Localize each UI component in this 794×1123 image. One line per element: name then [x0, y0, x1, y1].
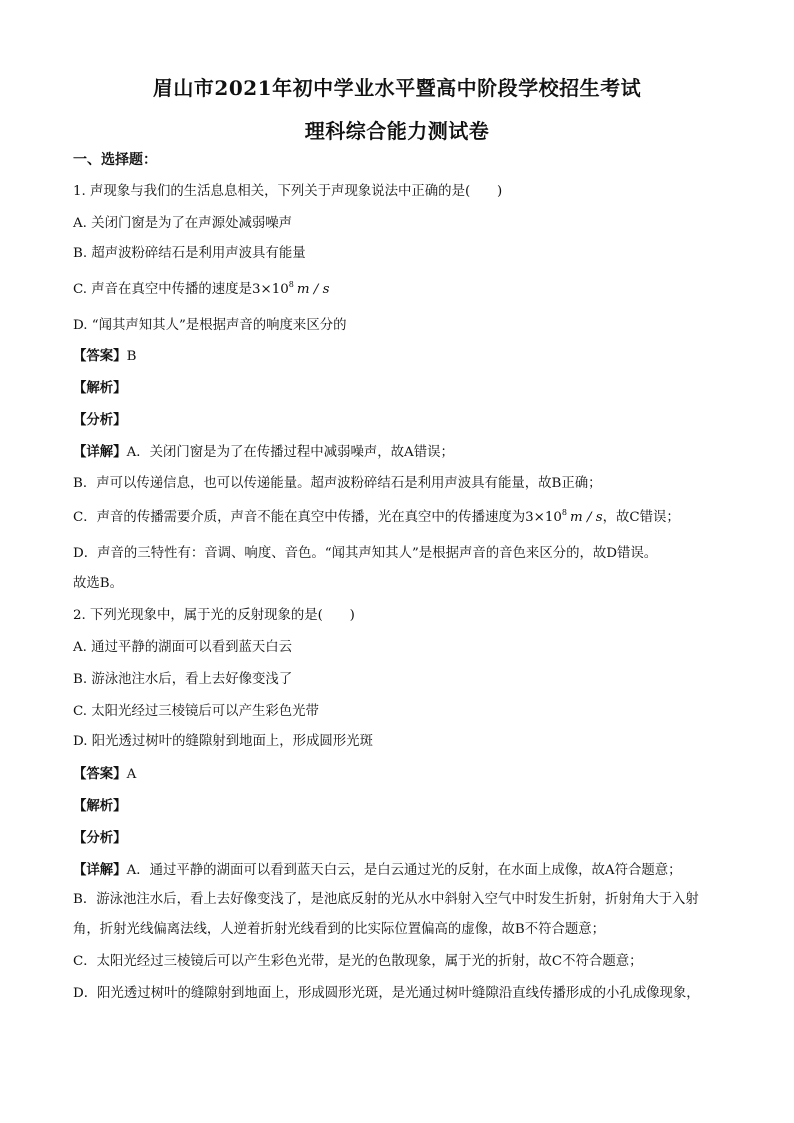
q2-detail-d: D．阳光透过树叶的缝隙射到地面上，形成圆形光斑，是光通过树叶缝隙沿直线传播形成的小孔成像现象， [73, 986, 700, 1001]
q1-option-c-text: C. 声音在真空中传播的速度是 [73, 282, 252, 297]
q1-detail-c-text: C．声音的传播需要介质，声音不能在真空中传播，光在真空中的传播速度为 [73, 510, 526, 525]
q2-analysis-tag: 【解析】 [73, 798, 127, 814]
q2-option-b: B. 游泳池注水后，看上去好像变浅了 [73, 672, 293, 687]
exam-title: 眉山市2021年初中学业水平暨高中阶段学校招生考试 [152, 76, 642, 100]
section-heading: 一、选择题： [73, 152, 157, 168]
q2-detail-b-line2: 角，折射光线偏离法线，人逆着折射光线看到的比实际位置偏高的虚像，故B不符合题意； [73, 922, 606, 937]
q1-stem: 1. 声现象与我们的生活息息相关，下列关于声现象说法中正确的是( ) [73, 184, 503, 199]
q1-detail-a-text: A．关闭门窗是为了在传播过程中减弱噪声，故A错误； [126, 445, 454, 460]
q1-detail-c-exponent: 8 [561, 508, 568, 517]
q2-detail-a-text: A．通过平静的湖面可以看到蓝天白云，是白云通过光的反射，在水面上成像，故A符合题意； [126, 863, 682, 878]
detail-tag: 【详解】 [73, 444, 127, 460]
q2-answer-value: A [126, 767, 137, 782]
q1-conclusion: 故选B。 [73, 576, 124, 591]
q2-detail-c: C．太阳光经过三棱镜后可以产生彩色光带，是光的色散现象，属于光的折射，故C不符合题意； [73, 954, 643, 969]
q2-option-d: D. 阳光透过树叶的缝隙射到地面上，形成圆形光斑 [73, 734, 373, 749]
exam-subtitle: 理科综合能力测试卷 [304, 119, 490, 143]
q1-option-c-unit: m / s [296, 282, 330, 297]
detail-tag: 【详解】 [73, 862, 127, 878]
q1-detail-c-unit: m / s [570, 510, 603, 525]
q1-detail-a [73, 442, 733, 463]
q2-detail-b-line1: B．游泳池注水后，看上去好像变浅了，是池底反射的光从水中斜射入空气中时发生折射，折射角大于入射 [73, 892, 699, 907]
q2-stem: 2. 下列光现象中，属于光的反射现象的是( ) [73, 608, 355, 623]
q1-option-d: D. “闻其声知其人”是根据声音的响度来区分的 [73, 318, 347, 333]
q1-answer-value: B [126, 349, 137, 364]
q1-detail-b: B．声可以传递信息，也可以传递能量。超声波粉碎结石是利用声波具有能量，故B正确； [73, 476, 602, 491]
q1-option-b: B. 超声波粉碎结石是利用声波具有能量 [73, 246, 306, 261]
answer-tag: 【答案】 [73, 348, 127, 364]
q1-detail-c [73, 508, 733, 528]
q1-option-c-value: 3×10 [251, 282, 289, 297]
q1-option-c-exponent: 8 [288, 280, 294, 289]
q1-analysis2-tag: 【分析】 [73, 412, 127, 428]
q2-option-a: A. 通过平静的湖面可以看到蓝天白云 [73, 640, 293, 655]
q1-option-c [73, 280, 733, 300]
q1-analysis-tag: 【解析】 [73, 380, 127, 396]
q1-option-a: A. 关闭门窗是为了在声源处减弱噪声 [73, 216, 293, 231]
q1-answer [73, 346, 733, 367]
q2-option-c: C. 太阳光经过三棱镜后可以产生彩色光带 [73, 704, 319, 719]
q1-detail-c-value: 3×10 [525, 510, 562, 525]
answer-tag: 【答案】 [73, 766, 127, 782]
q2-analysis2-tag: 【分析】 [73, 830, 127, 846]
q1-detail-d: D．声音的三特性有：音调、响度、音色。“闻其声知其人”是根据声音的音色来区分的，故D错误。 [73, 546, 658, 561]
q1-detail-c-end: ，故C错误； [602, 510, 680, 525]
q2-detail-a [73, 860, 733, 881]
q2-answer [73, 764, 733, 785]
